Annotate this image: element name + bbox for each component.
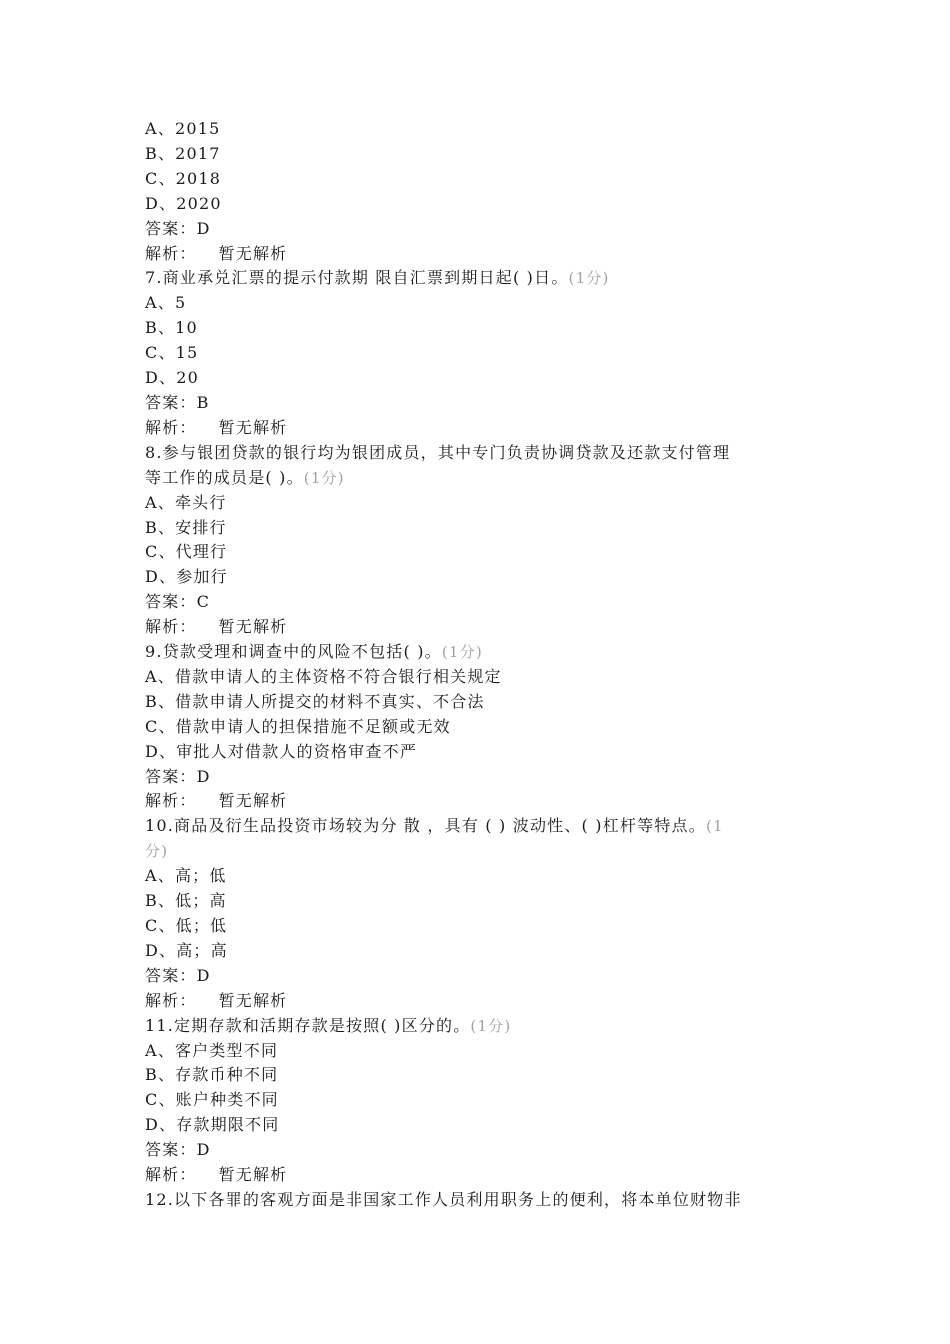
analysis-label: 解析： [145,417,197,437]
analysis-text: 暂无解析 [218,417,288,437]
analysis-label: 解析： [145,990,197,1010]
score-label: (1分) [303,468,345,487]
question-stem [145,266,810,291]
answer: 答案：B [145,392,210,412]
stem-text: 9.贷款受理和调查中的风险不包括( )。 [145,642,442,662]
question-stem [145,640,810,665]
stem-text: 等工作的成员是( )。 [145,467,304,487]
score-label: (1 [705,817,724,836]
question-stem: 8.参与银团贷款的银行均为银团成员，其中专门负责协调贷款及还款支付管理 [145,442,731,462]
option-c: C、账户种类不同 [145,1090,279,1110]
option-c: C、2018 [145,168,222,188]
stem-text: 10.商品及衍生品投资市场较为分 散 ，具有 ( ) 波动性、( )杠杆等特点。 [145,816,706,836]
option-d: D、2020 [145,193,222,213]
option-b: B、10 [145,318,198,338]
answer: 答案：D [145,1140,211,1160]
score-label: (1分) [441,643,483,662]
analysis [145,1163,810,1188]
analysis-text: 暂无解析 [218,990,288,1010]
stem-text: 7.商业承兑汇票的提示付款期 限自汇票到期日起( )日。 [145,268,569,288]
option-c: C、15 [145,343,199,363]
analysis [145,989,810,1014]
option-a: A、高；低 [145,866,227,886]
answer: 答案：D [145,218,211,238]
option-d: D、20 [145,368,199,388]
option-c: C、借款申请人的担保措施不足额或无效 [145,716,451,736]
option-b: B、安排行 [145,517,227,537]
score-label-cont: 分) [145,842,169,861]
option-a: A、客户类型不同 [145,1040,279,1060]
option-a: A、5 [145,293,187,313]
stem-text: 11.定期存款和活期存款是按照( )区分的。 [145,1015,471,1035]
option-d: D、存款期限不同 [145,1115,280,1135]
analysis-text: 暂无解析 [218,617,288,637]
analysis [145,242,810,267]
analysis-label: 解析： [145,1165,197,1185]
analysis-label: 解析： [145,617,197,637]
analysis-text: 暂无解析 [218,791,288,811]
analysis-label: 解析： [145,243,197,263]
analysis-text: 暂无解析 [218,1165,288,1185]
document-page [145,117,810,1213]
analysis-text: 暂无解析 [218,243,288,263]
option-a: A、2015 [145,119,221,138]
option-a: A、借款申请人的主体资格不符合银行相关规定 [145,666,502,686]
answer: 答案：C [145,592,211,612]
option-b: B、2017 [145,143,221,163]
answer: 答案：D [145,965,211,985]
option-d: D、参加行 [145,567,228,587]
question-stem [145,814,810,839]
analysis [145,615,810,640]
option-c: C、低；低 [145,916,228,935]
question-stem-cont [145,839,810,864]
question-stem [145,1014,810,1039]
analysis [145,789,810,814]
score-label: (1分) [568,269,610,288]
answer: 答案：D [145,766,211,786]
question-stem-cont [145,466,810,491]
analysis [145,416,810,441]
option-b: B、存款币种不同 [145,1065,279,1085]
option-a: A、牵头行 [145,492,227,512]
question-stem: 12.以下各罪的客观方面是非国家工作人员利用职务上的便利，将本单位财物非 [145,1189,742,1209]
option-b: B、低；高 [145,891,227,911]
option-b: B、借款申请人所提交的材料不真实、不合法 [145,691,485,711]
option-d: D、审批人对借款人的资格审查不严 [145,741,418,761]
option-c: C、代理行 [145,542,228,562]
score-label: (1分) [470,1016,512,1035]
analysis-label: 解析： [145,791,197,811]
option-d: D、高；高 [145,940,228,960]
